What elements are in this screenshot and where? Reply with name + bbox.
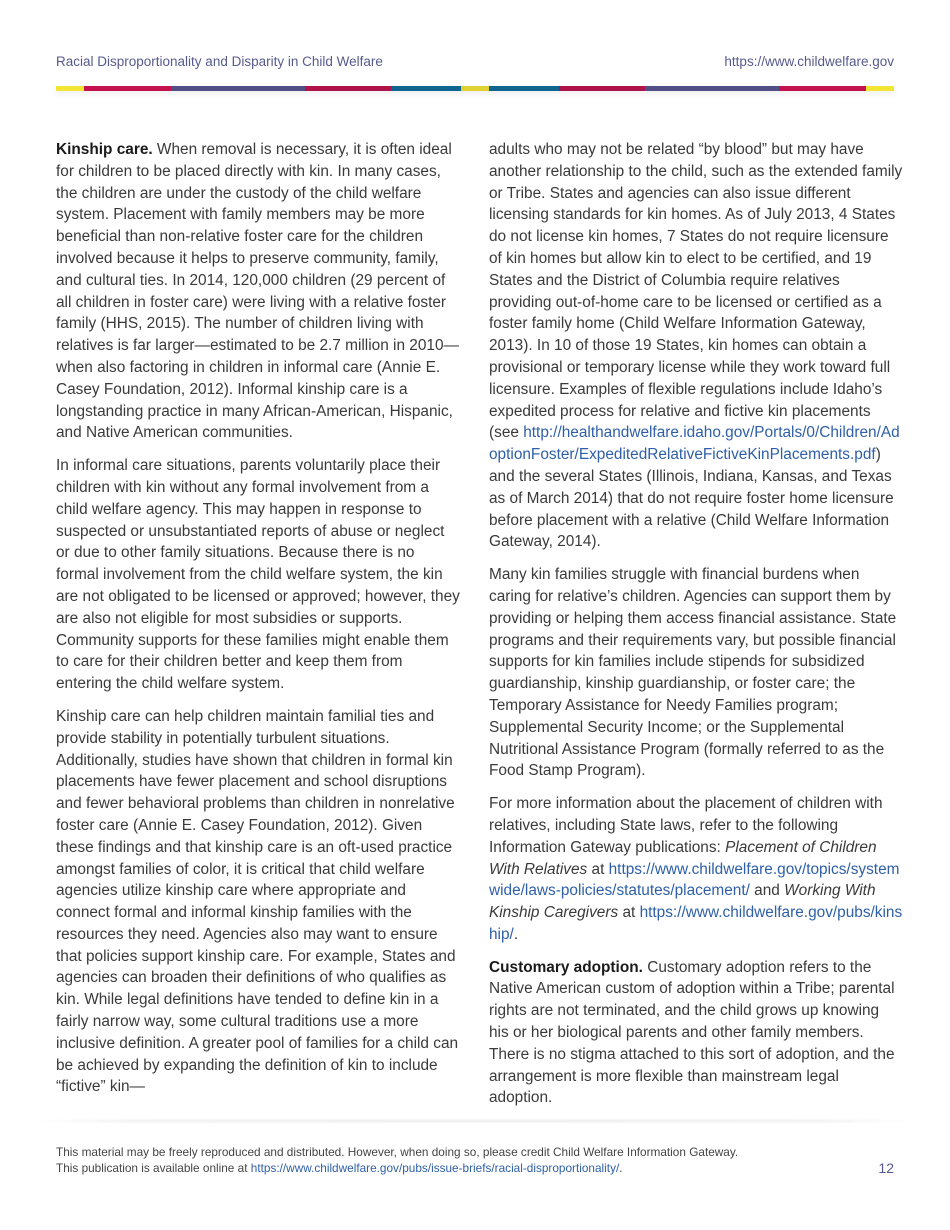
footer-divider xyxy=(40,1120,910,1122)
paragraph-informal-care: In informal care situations, parents voluntarily place their children with kin without any formal involvement from a child welfare agency. This may happen in response to suspected or unsubstantiated reports of abuse or neglect or due to other family situations. Because there is no formal involvement from the child welfare system, the kin are not obligated to be licensed or approved; however, they are also not eligible for most subsidies or supports. Community supports for these families might enable them to care for their children better and keep them from entering the child welfare system. xyxy=(56,457,460,693)
page-number: 12 xyxy=(878,1160,894,1176)
decorative-color-bar xyxy=(56,86,894,91)
section-heading-customary-adoption: Customary adoption. xyxy=(489,958,643,976)
kinship-pub-link[interactable]: https://www.childwelfare.gov/pubs/kinship/ xyxy=(489,904,903,943)
publication-title: Working With Kinship Caregivers xyxy=(489,882,876,922)
publication-link[interactable]: https://www.childwelfare.gov/pubs/issue-briefs/racial-disproportionality/ xyxy=(250,1161,620,1175)
publication-title: Placement of Children With Relatives xyxy=(489,838,877,878)
placement-statutes-link[interactable]: https://www.childwelfare.gov/topics/systemwide/laws-policies/statutes/placement/ xyxy=(489,860,900,900)
paragraph-more-information: For more information about the placement of children with relatives, including State laws, refer to the following Information Gateway publications: Placement of Children With Relatives at https://www.childwelfare.gov/topics/systemwide/laws-policies/statutes/placement/ and Working With Kinship Caregivers at https://www.childwelfare.gov/pubs/kinship/. xyxy=(489,795,903,943)
paragraph-customary-adoption: Customary adoption. Customary adoption refers to the Native American custom of adoption within a Tribe; parental rights are not terminated, and the child grows up knowing his or her biological parents and other family members. There is no stigma attached to this sort of adoption, and the arrangement is more flexible than mainstream legal adoption. xyxy=(489,958,895,1107)
color-bar-segment xyxy=(645,86,779,91)
color-bar-segment xyxy=(56,86,84,91)
paragraph-kinship-benefits: Kinship care can help children maintain familial ties and provide stability in potentially turbulent situations. Additionally, studies have shown that children in formal kin placements have fewer placement and school disruptions and fewer behavioral problems than children in nonrelative foster care (Annie E. Casey Foundation, 2012). Given these findings and that kinship care is an oft-used practice amongst families of color, it is critical that child welfare agencies utilize kinship care where appropriate and connect formal and informal kinship families with the resources they need. Agencies also may want to ensure that policies support kinship care. For example, States and agencies can broaden their definitions of who qualifies as kin. While legal definitions have tended to define kin in a fairly narrow way, some cultural traditions use a more inclusive definition. A greater pool of families for a child can be achieved by expanding the definition of kin to include “fictive” kin— xyxy=(56,707,459,1096)
running-header xyxy=(56,54,894,74)
paragraph-financial-support: Many kin families struggle with financial burdens when caring for relative’s children. Agencies can support them by providing or helping them access financial assistance. State programs and their requirements vary, but possible financial supports for kin families include stipends for subsidized guardianship, kinship guardianship, or foster care; the Temporary Assistance for Needy Families program; Supplemental Security Income; or the Supplemental Nutritional Assistance Program (formally referred to as the Food Stamp Program). xyxy=(489,566,897,780)
color-bar-segment xyxy=(559,86,645,91)
footer-notice: This material may be freely reproduced and distributed. However, when doing so, please credit Child Welfare Information Gateway. xyxy=(56,1145,739,1159)
color-bar-segment xyxy=(461,86,489,91)
color-bar-segment xyxy=(866,86,894,91)
paragraph-licensing-standards: adults who may not be related “by blood” but may have another relationship to the child, such as the extended family or Tribe. States and agencies can also issue different licensing standards for kin homes. As of July 2013, 4 States do not license kin homes, 7 States do not require licensure of kin homes but allow kin to elect to be certified, and 19 States and the District of Columbia require relatives providing out-of-home care to be licensed or certified as a foster family home (Child Welfare Information Gateway, 2013). In 10 of those 19 States, kin homes can obtain a provisional or temporary license while they work toward full licensure. Examples of flexible regulations include Idaho’s expedited process for relative and fictive kin placements (see http://healthandwelfare.idaho.gov/Portals/0/Children/AdoptionFoster/ExpeditedRelativeFictiveKinPlacements.pdf) and the several States (Illinois, Indiana, Kansas, and Texas as of March 2014) that do not require foster home licensure before placement with a relative (Child Welfare Information Gateway, 2014). xyxy=(489,141,903,551)
color-bar-segment xyxy=(779,86,866,91)
right-column xyxy=(489,139,903,1120)
color-bar-segment xyxy=(489,86,559,91)
section-heading-kinship-care: Kinship care. xyxy=(56,141,153,158)
left-column xyxy=(56,139,461,1109)
color-bar-segment xyxy=(305,86,391,91)
footer-availability: This publication is available online at https://www.childwelfare.gov/pubs/issue-briefs/racial-disproportionality/. xyxy=(56,1161,623,1175)
paragraph-kinship-care: Kinship care. When removal is necessary, it is often ideal for children to be placed directly with kin. In many cases, the children are under the custody of the child welfare system. Placement with family members may be more beneficial than non-relative foster care for the children involved because it helps to preserve community, family, and cultural ties. In 2014, 120,000 children (29 percent of all children in foster care) were living with a relative foster family (HHS, 2015). The number of children living with relatives is far larger—estimated to be 2.7 million in 2010—when also factoring in children in informal care (Annie E. Casey Foundation, 2012). Informal kinship care is a longstanding practice in many African-American, Hispanic, and Native American communities. xyxy=(56,141,459,442)
color-bar-segment xyxy=(171,86,305,91)
idaho-link[interactable]: http://healthandwelfare.idaho.gov/Portals/0/Children/AdoptionFoster/ExpeditedRelativeFictiveKinPlacements.pdf xyxy=(489,424,900,464)
color-bar-segment xyxy=(84,86,171,91)
document-title: Racial Disproportionality and Disparity in Child Welfare xyxy=(56,54,383,69)
color-bar-segment xyxy=(391,86,461,91)
site-link[interactable]: https://www.childwelfare.gov xyxy=(724,54,894,69)
footer xyxy=(56,1144,738,1176)
